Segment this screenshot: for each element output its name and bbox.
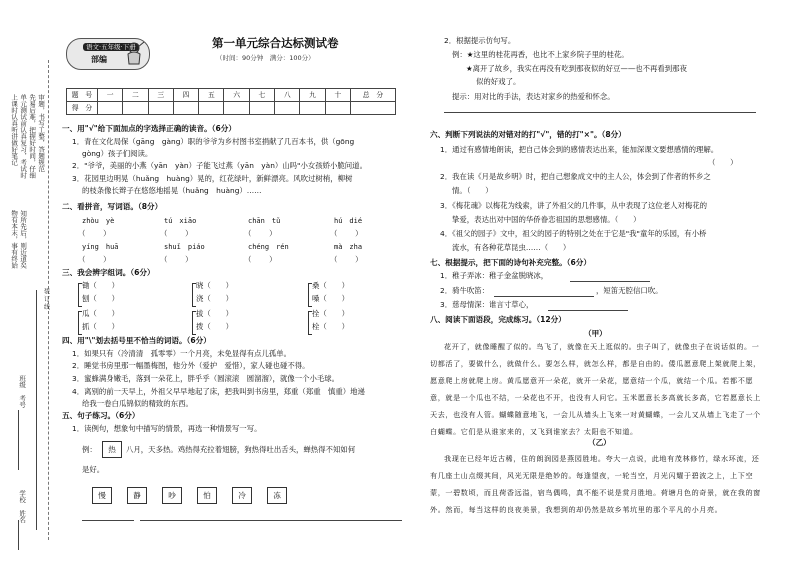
section-2-heading: 二、看拼音，写词语。（8分）	[62, 202, 163, 211]
s6-line: 3．《梅花魂》以梅花为线索，讲了外祖父的几件事，从中表现了这位老人对梅花的	[440, 201, 708, 210]
char-pair-item: 浇（ ）	[196, 294, 233, 303]
answer-paren[interactable]: （ ）	[160, 255, 194, 264]
margin-notes-2: 单元测试前认真复习，考试时	[19, 94, 28, 179]
char-pair-item: 刨（ ）	[82, 294, 119, 303]
page-title: 第一单元综合达标测试卷	[212, 36, 339, 50]
score-cell[interactable]	[275, 102, 300, 115]
s7-line: 2．骑牛吹笛：	[440, 286, 490, 295]
char-pair-item: 栓（ ）	[312, 322, 349, 331]
char-pair-item: 桑（ ）	[312, 281, 349, 290]
score-cell[interactable]	[173, 102, 198, 115]
r-line: 似的好戏了。	[476, 77, 521, 86]
s6-line: 2．我在读《月是故乡明》时，把自己想象成文中的主人公，体会到了作者的怀乡之	[440, 172, 711, 181]
score-header-cell: 九	[300, 89, 325, 102]
option-char-box[interactable]: 慢	[92, 487, 112, 504]
section-7-heading: 七、根据提示，把下面的诗句补充完整。（6分）	[430, 258, 591, 267]
option-char-box[interactable]: 静	[127, 487, 147, 504]
char-pair-item: 嗓（ ）	[312, 294, 349, 303]
score-header-cell: 十	[325, 89, 350, 102]
brace-mark	[308, 283, 312, 307]
r-line: ★离开了故乡，我实在再没有吃到那夜似的好豆——也不再看到那夜	[466, 64, 687, 73]
s6-line: 情。（ ）	[452, 186, 493, 195]
s5-example-label: 例：	[82, 445, 97, 454]
field-name-input[interactable]	[18, 520, 20, 550]
s1-line: 3．花园里边明晃（huǎng huàng）晃的，红花绿叶，新鲜漂亮。风吹过树梢，柳树	[72, 174, 353, 183]
margin-tips-2: 知所先后，则近道矣	[19, 210, 28, 269]
option-char-box[interactable]: 吵	[162, 487, 182, 504]
s7-line: 3．慈母情深：谁言寸草心，	[440, 300, 534, 309]
brace-mark	[78, 311, 82, 335]
field-number-input[interactable]	[18, 410, 20, 470]
score-header-cell: 三	[148, 89, 173, 102]
score-value-row	[67, 102, 396, 115]
margin-notes-1: 上课时认真听讲做好笔记	[10, 94, 19, 166]
char-pair-item: 锄（ ）	[82, 281, 119, 290]
answer-paren[interactable]: （ ）	[160, 229, 194, 238]
s4-line: 3．蜜蜂满身嫩毛，落到一朵花上，胖乎乎（圆滚滚 圆溜溜），就像一个小毛球。	[72, 374, 340, 383]
score-header-row	[67, 89, 396, 102]
badge-edition-label: 部编	[91, 55, 107, 64]
char-pair-item: 拴（ ）	[312, 309, 349, 318]
passage-b-label: （乙）	[588, 438, 611, 447]
s1-line: 1．青在文化局保（gāng gàng）职的爷爷为乡村图书室捐献了几百本书，供（gōng	[72, 137, 355, 146]
s1-line: 2．"爷爷，美丽的小燕（yān yàn）子能飞过燕（yān yàn）山吗"小女孩娇小脆问道。	[72, 161, 367, 170]
s7-line: 1．稚子弄冰：稚子金盆脱晓冰，	[440, 271, 549, 280]
s4-line: 1．如果只有（冷清清 孤零零）一个月亮，未免显得有点儿孤单。	[72, 349, 292, 358]
char-pair-item: 瓜（ ）	[82, 309, 119, 318]
badge-grade-label: 语文·五年级·下册	[83, 43, 139, 51]
margin-notes-4: 审题，书写工整，答题规范	[37, 94, 46, 172]
brace-mark	[192, 311, 196, 335]
s1-line: 的枝条像长辫子在悠悠地摇晃（huǎng huàng）……	[82, 186, 262, 195]
score-cell[interactable]	[300, 102, 325, 115]
answer-paren[interactable]: （ ）	[244, 255, 278, 264]
score-header-cell: 六	[224, 89, 249, 102]
pinyin-prompt: hú dié	[334, 217, 363, 225]
score-header-cell: 四	[173, 89, 198, 102]
score-cell[interactable]	[249, 102, 274, 115]
s5-line: 1．读例句，想象句中描写的情景，再选一种情景写一写。	[72, 424, 262, 433]
s5-line: 是好。	[82, 465, 105, 474]
answer-paren[interactable]: （ ）	[244, 229, 278, 238]
field-school-label: 学校	[18, 490, 27, 503]
score-cell[interactable]	[325, 102, 350, 115]
brace-mark	[78, 283, 82, 307]
s6-line: 1．通过有感情地朗读，把自己体会到的感情表达出来，能加深课文要想感情的理解。	[440, 145, 719, 154]
pinyin-prompt: chéng rén	[248, 243, 289, 251]
s5-line: 八月，天多热。鸡热得充拉着翅膀，狗热得吐出舌头，蝉热得不知如何	[126, 445, 356, 454]
s7-line: ，短笛无腔信口吹。	[596, 286, 663, 295]
char-pair-item: 拔（ ）	[196, 309, 233, 318]
score-header-cell: 题 号	[67, 89, 98, 102]
textbook-badge	[66, 38, 150, 70]
brace-mark	[192, 283, 196, 307]
section-8-heading: 八、阅读下面语段，完成练习。（12分）	[430, 315, 566, 324]
s4-line: 4．离别的前一天早上，外祖父早早地起了床，把我叫到书房里，郑重（郑重 慎重）地递	[72, 387, 365, 396]
s6-line: 4．《祖父的园子》文中，祖父的园子的特别之处在于它是"我"童年的乐园，有小桥	[440, 229, 707, 238]
r-line: 2．根据提示仿句写。	[444, 36, 516, 45]
score-header-cell: 总 分	[351, 89, 396, 102]
section-5-heading: 五、句子练习。（6分）	[62, 411, 140, 420]
score-table	[66, 88, 396, 115]
field-name-label: 姓名	[18, 510, 27, 523]
r-line: 例：★这里的桂花再香，也比不上家乡院子里的桂花。	[452, 50, 629, 59]
score-cell[interactable]	[98, 102, 123, 115]
score-header-cell: 七	[249, 89, 274, 102]
seal-line-label: 装 订 线	[42, 288, 50, 310]
margin-notes-3: 先易后难，把握好时间，仔细	[28, 94, 37, 179]
poem-answer-line[interactable]	[494, 296, 594, 297]
passage-b-text: 我现在已经年近古稀，住的朗润园是燕园胜地。夸大一点说，此地有茂林修竹，绿水环流，还有几座土山点缀其间，风光无限是绝妙的。每逢望夜，一轮当空，月光闪耀于碧波之上，上下空蒙，一碧数顷，而且荷香远溢，宿鸟偶鸣，真不能不说是赏月胜地。荷塘月色的奇景，就在我的窗外。然而，每当这样的良夜美景，我想到的却仍然是故乡苇坑里的那个平凡的小月亮。	[430, 454, 761, 514]
pinyin-prompt: yíng huā	[82, 243, 119, 251]
section-6-heading: 六、判断下列说法的对错对的打"√"，错的打"×"。（8分）	[430, 130, 626, 139]
answer-line[interactable]	[444, 112, 756, 113]
score-cell[interactable]	[199, 102, 224, 115]
option-char-box[interactable]: 冻	[267, 487, 287, 504]
answer-paren[interactable]: （ ）	[330, 229, 364, 238]
pinyin-prompt: mà zha	[334, 243, 363, 251]
brace-mark	[308, 311, 312, 335]
score-row-label: 得 分	[67, 102, 98, 115]
poem-answer-line[interactable]	[548, 310, 628, 311]
pinyin-prompt: tú xiāo	[164, 217, 197, 225]
score-cell[interactable]	[123, 102, 148, 115]
option-char-box[interactable]: 怕	[197, 487, 217, 504]
score-header-cell: 五	[199, 89, 224, 102]
char-pair-item: 拨（ ）	[196, 322, 233, 331]
s6-line: 挚爱，表达出对中国的华侨眷恋祖国的思想感情。（ ）	[452, 215, 641, 224]
answer-paren[interactable]: （ ）	[78, 255, 112, 264]
score-header-cell: 八	[275, 89, 300, 102]
score-cell[interactable]	[224, 102, 249, 115]
option-char-box[interactable]: 冷	[232, 487, 252, 504]
binding-solid-line	[36, 290, 37, 530]
r-line: 提示：用对比的手法，表达对家乡的热爱和怀念。	[452, 92, 615, 101]
section-1-heading: 一、用"√"给下面加点的字选择正确的读音。（6分）	[62, 124, 236, 133]
poem-answer-line[interactable]	[570, 281, 650, 282]
answer-line[interactable]	[140, 520, 402, 521]
char-pair-item: 晓（ ）	[196, 281, 233, 290]
answer-paren[interactable]: （ ）	[78, 229, 112, 238]
score-cell[interactable]	[351, 102, 396, 115]
score-header-cell: 一	[98, 89, 123, 102]
section-4-heading: 四、用"\"划去括号里不恰当的词语。（6分）	[62, 336, 211, 345]
passage-a-text: 花开了，就像睡醒了似的。鸟飞了，就像在天上逛似的。虫子叫了，就像虫子在说话似的。一切都活了，要做什么，就做什么。要怎么样，就怎么样，都是自由的。倭瓜愿意爬上架就爬上架，愿意爬上房就爬上房。黄瓜愿意开一朵花，就开一朵花，愿意结一个瓜，就结一个瓜。若都不愿意，就是一个瓜也不结，一朵花也不开，也没有人问它。玉米愿意长多高就长多高，它若愿意长上天去，也没有人管。蝴蝶随意地飞，一会儿从墙头上飞来一对黄蝴蝶，一会儿又从墙上飞走了一个白蝴蝶。它们是从谁家来的，又飞到谁家去？太阳也不知道。	[430, 342, 761, 436]
field-number-label: 考号	[18, 395, 27, 408]
example-char-box: 热	[102, 441, 122, 458]
pinyin-prompt: shuǐ piáo	[164, 243, 205, 251]
pinyin-prompt: zhòu yè	[82, 217, 115, 225]
section-3-heading: 三、我会辨字组词。（6分）	[62, 268, 155, 277]
s6-line: 流水，有各种花草昆虫……（ ）	[452, 243, 571, 252]
margin-tips-1: 物有本末，事有终始	[10, 210, 19, 269]
passage-a-label: （甲）	[584, 329, 607, 338]
page-subtitle: （时间：90分钟 满分：100分）	[216, 54, 315, 62]
s6-judge-paren[interactable]: （ ）	[708, 158, 738, 167]
pinyin-prompt: chān tǔ	[248, 217, 281, 225]
s1-line: gòng）孩子们阅读。	[82, 149, 153, 158]
score-header-cell: 二	[123, 89, 148, 102]
s4-line: 2．睡觉书房里那一幅墨梅图，他分外（爱护 爱惜），家人碰也碰不得。	[72, 361, 310, 370]
score-cell[interactable]	[148, 102, 173, 115]
answer-line[interactable]	[82, 520, 134, 521]
field-class-label: 班级	[18, 375, 27, 388]
mascot-icon	[123, 41, 145, 67]
answer-paren[interactable]: （ ）	[330, 255, 364, 264]
s4-line: 给我一卷白瓜锦似的精致的东西。	[82, 399, 193, 408]
char-pair-item: 抓（ ）	[82, 322, 119, 331]
